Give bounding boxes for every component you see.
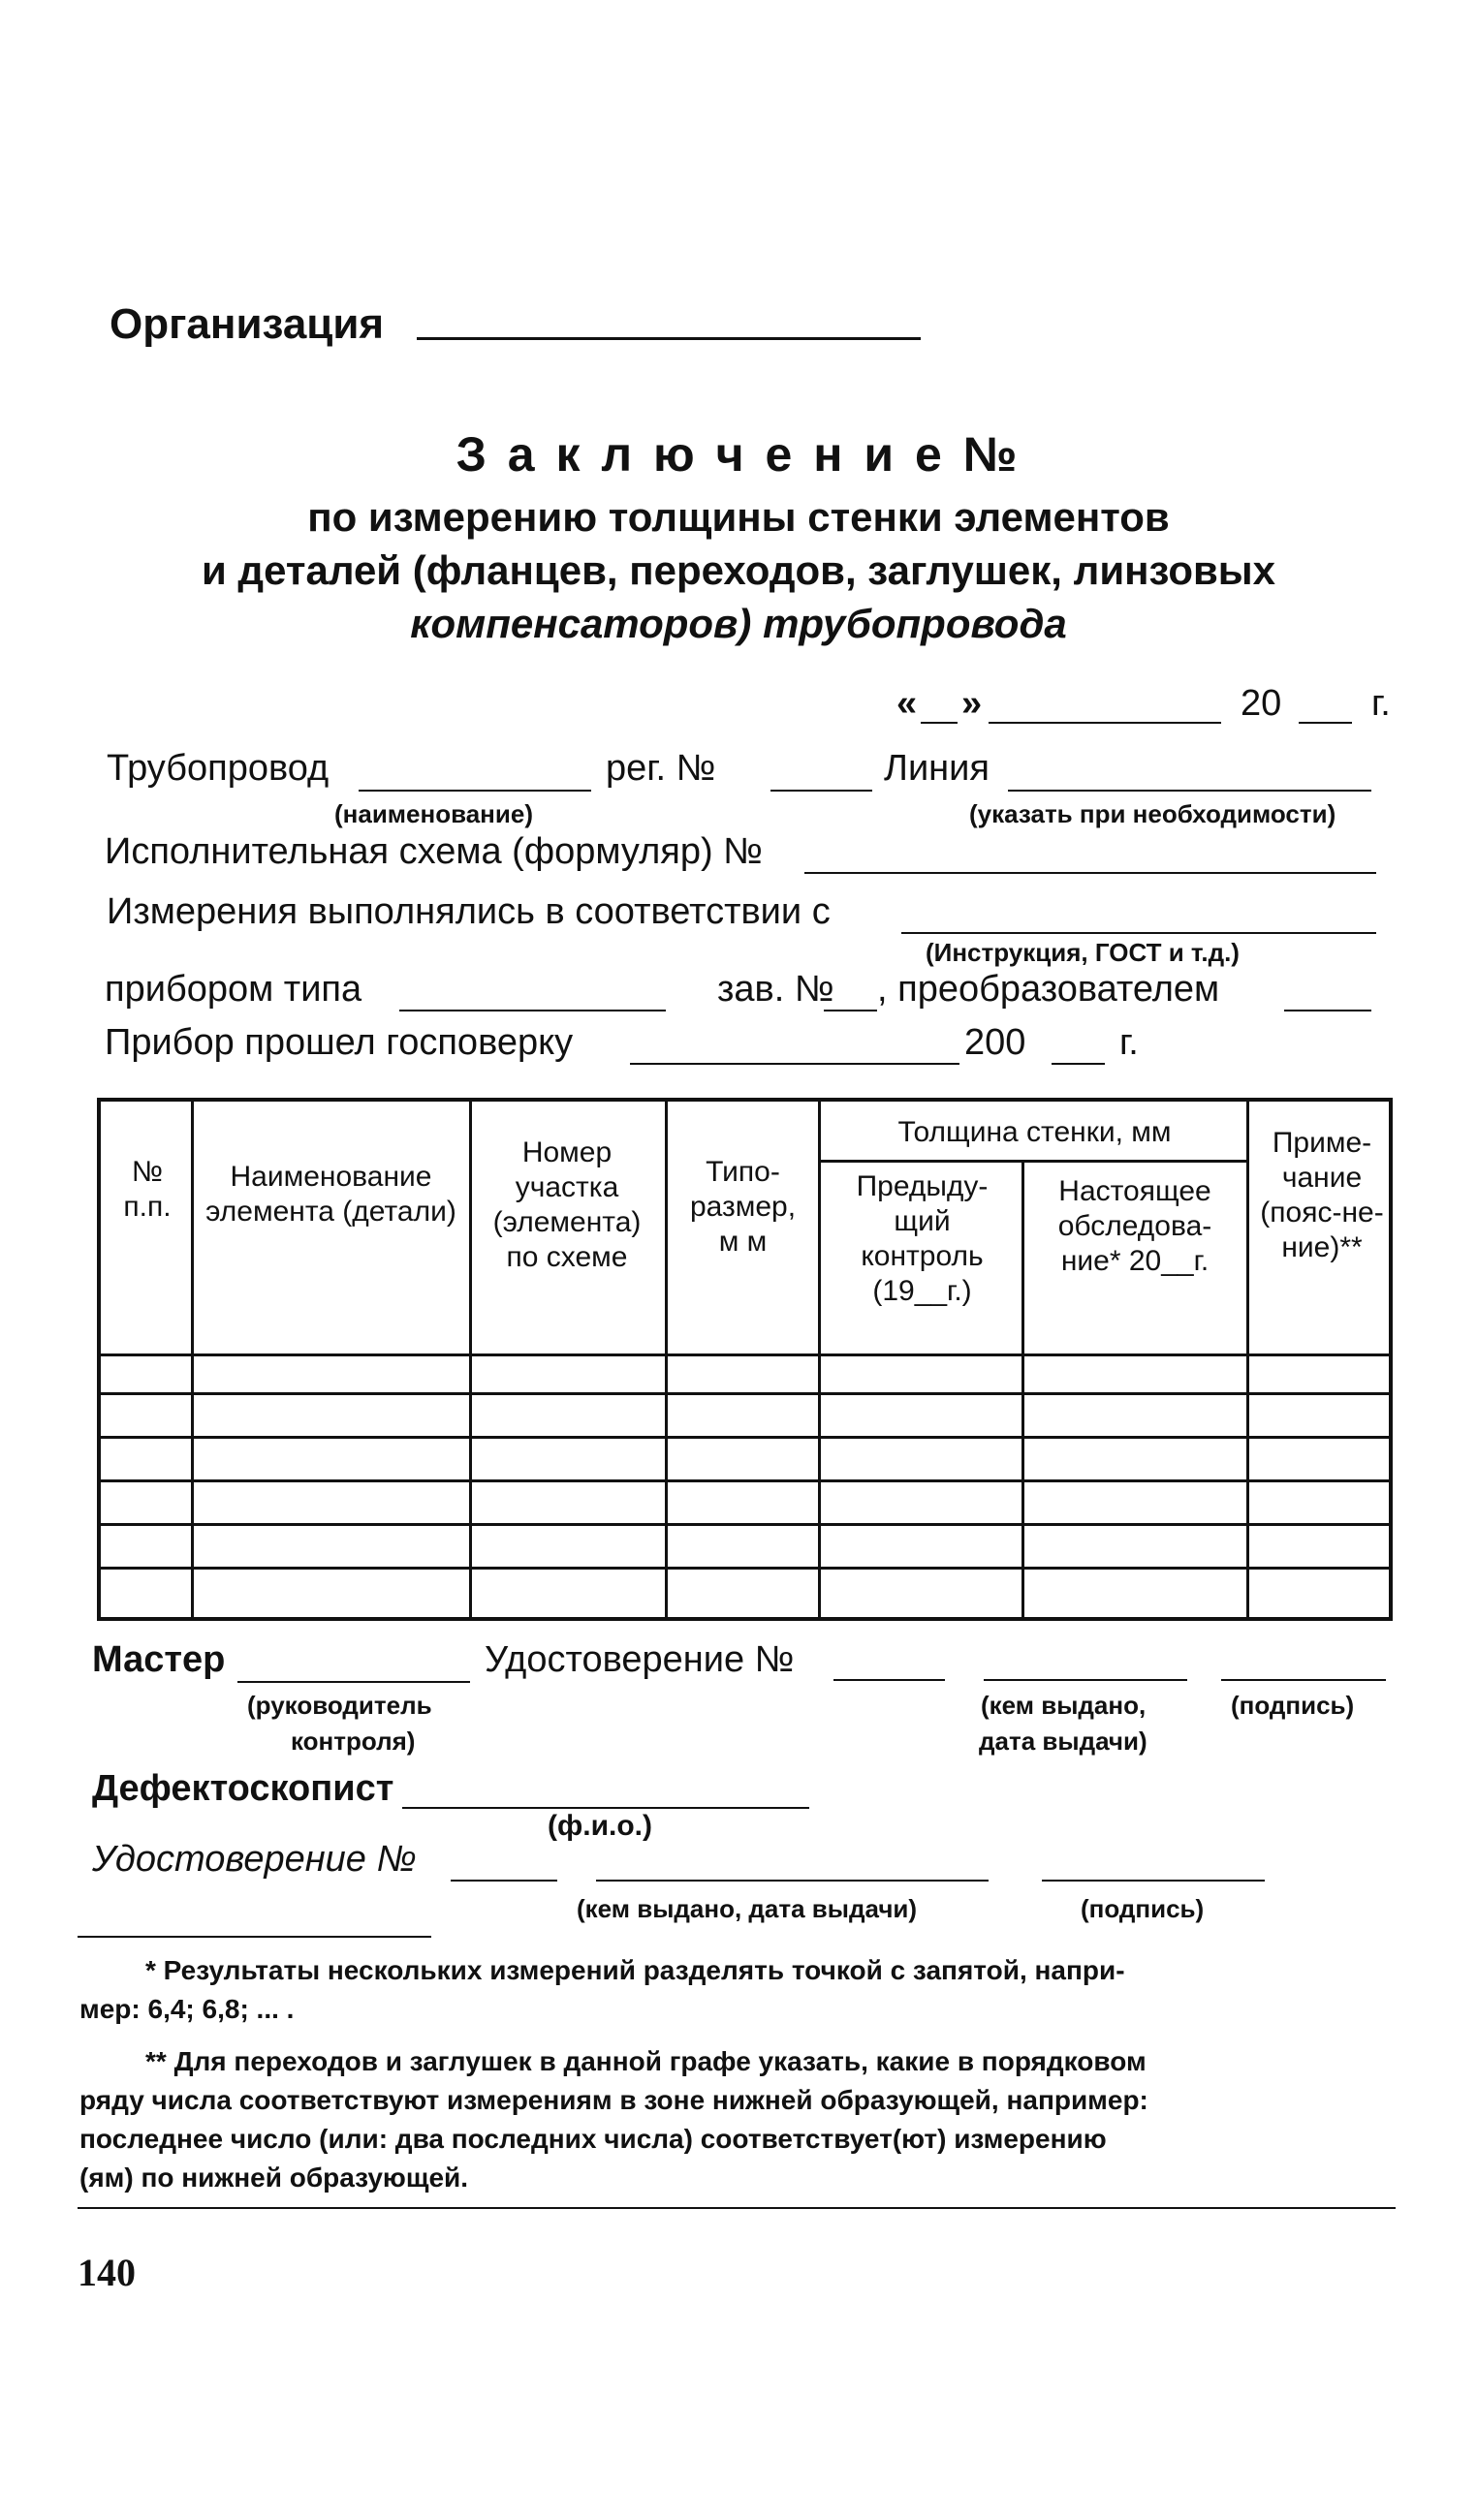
issued-hint-1: (кем выдано,	[981, 1691, 1147, 1720]
head-hint-2: контроля)	[291, 1727, 416, 1756]
document-title: З а к л ю ч е н и е №	[456, 427, 1021, 482]
cert2-number-field[interactable]	[451, 1880, 557, 1882]
converter-label: , преобразователем	[877, 969, 1220, 1010]
date-open-quote: «	[896, 683, 918, 724]
line-label: Линия	[884, 748, 990, 789]
table-row	[101, 1523, 1389, 1526]
measure-label: Измерения выполнялись в соответствии с	[107, 891, 831, 932]
col-divider	[191, 1102, 194, 1617]
table-row	[101, 1436, 1389, 1439]
measure-hint: (Инструкция, ГОСТ и т.д.)	[926, 938, 1240, 967]
table-row	[101, 1567, 1389, 1570]
head-hint-1: (руководитель	[247, 1691, 432, 1720]
page-number: 140	[78, 2251, 136, 2294]
check-year-suffix: г.	[1119, 1022, 1139, 1063]
date-year-field[interactable]	[1299, 722, 1352, 724]
date-year-prefix: 20	[1241, 683, 1282, 724]
title-line-3: компенсаторов) трубопровода	[410, 601, 1067, 646]
col-divider	[1021, 1160, 1024, 1617]
col-divider	[818, 1102, 821, 1617]
header-note: Приме-чание (пояс-не-ние)**	[1260, 1127, 1384, 1263]
check-field[interactable]	[630, 1063, 959, 1065]
scheme-label: Исполнительная схема (формуляр) №	[105, 831, 763, 872]
cert2-label: Удостоверение №	[92, 1839, 417, 1880]
cert2-issued-field[interactable]	[596, 1880, 989, 1882]
date-month-field[interactable]	[989, 722, 1221, 724]
footnote-1-line-1: * Результаты нескольких измерений разделять точкой с запятой, напри-	[145, 1955, 1125, 1985]
header-section: Номер участка (элемента) по схеме	[492, 1136, 642, 1273]
table-row	[101, 1392, 1389, 1395]
header-bottom	[101, 1353, 1389, 1356]
master-label: Мастер	[92, 1639, 226, 1680]
pipeline-name-hint: (наименование)	[334, 799, 533, 828]
table-row	[101, 1479, 1389, 1482]
header-prev: Предыду-щий контроль (19__г.)	[856, 1170, 989, 1307]
organization-field[interactable]	[417, 337, 921, 340]
converter-field[interactable]	[1284, 1010, 1371, 1011]
col-divider	[469, 1102, 472, 1617]
header-name: Наименование элемента (детали)	[205, 1161, 456, 1228]
device-label: прибором типа	[105, 969, 362, 1010]
master-field[interactable]	[237, 1681, 470, 1683]
defecto-label: Дефектоскопист	[92, 1768, 394, 1809]
sign2-hint: (подпись)	[1081, 1894, 1205, 1923]
cert-number-field[interactable]	[833, 1679, 945, 1681]
defecto-field[interactable]	[402, 1807, 809, 1809]
master-signature-field[interactable]	[1221, 1679, 1386, 1681]
footnote-divider	[78, 1936, 431, 1938]
check-label: Прибор прошел госповерку	[105, 1022, 574, 1063]
device-field[interactable]	[399, 1010, 666, 1011]
reg-field[interactable]	[770, 790, 872, 792]
issued-hint-2: дата выдачи)	[979, 1727, 1147, 1756]
date-close-quote: »	[961, 683, 983, 724]
date-day-field[interactable]	[921, 722, 958, 724]
header-thickness: Толщина стенки, мм	[897, 1116, 1172, 1148]
reg-label: рег. №	[606, 748, 716, 789]
factory-field[interactable]	[824, 1010, 877, 1011]
fio-hint: (ф.и.о.)	[548, 1810, 653, 1842]
factory-label: зав. №	[717, 969, 834, 1010]
line-hint: (указать при необходимости)	[969, 799, 1336, 828]
header-size: Типо-размер, м м	[689, 1156, 797, 1258]
cert2-signature-field[interactable]	[1042, 1880, 1265, 1882]
measure-field[interactable]	[901, 932, 1376, 934]
footnote-1-line-2: мер: 6,4; 6,8; ... .	[79, 1994, 295, 2024]
thickness-underline	[818, 1160, 1246, 1163]
line-field[interactable]	[1008, 790, 1371, 792]
measurements-table	[97, 1098, 1393, 1621]
footnote-2-line-4: (ям) по нижней образующей.	[79, 2162, 469, 2193]
header-num: № п.п.	[123, 1156, 172, 1223]
cert-label: Удостоверение №	[485, 1639, 795, 1680]
footnote-2-line-1: ** Для переходов и заглушек в данной графе указать, какие в порядковом	[145, 2046, 1147, 2076]
col-divider	[665, 1102, 668, 1617]
scheme-field[interactable]	[804, 872, 1376, 874]
footnote-2-line-3: последнее число (или: два последних числа) соответствует(ют) измерению	[79, 2124, 1107, 2154]
check-year-prefix: 200	[964, 1022, 1026, 1063]
cert-issued-field[interactable]	[984, 1679, 1187, 1681]
pipeline-field[interactable]	[359, 790, 591, 792]
sign-hint: (подпись)	[1231, 1691, 1355, 1720]
check-year-field[interactable]	[1052, 1063, 1105, 1065]
title-line-1: по измерению толщины стенки элементов	[307, 494, 1170, 540]
bottom-divider	[78, 2207, 1396, 2209]
footnote-2-line-2: ряду числа соответствуют измерениям в зоне нижней образующей, например:	[79, 2085, 1148, 2115]
header-current: Настоящее обследова-ние* 20__г.	[1057, 1175, 1212, 1277]
organization-label: Организация	[110, 300, 385, 348]
col-divider	[1246, 1102, 1249, 1617]
issued2-hint: (кем выдано, дата выдачи)	[577, 1894, 918, 1923]
date-year-suffix: г.	[1371, 683, 1391, 724]
pipeline-label: Трубопровод	[107, 748, 330, 789]
title-line-2: и деталей (фланцев, переходов, заглушек, линзовых	[201, 547, 1276, 593]
